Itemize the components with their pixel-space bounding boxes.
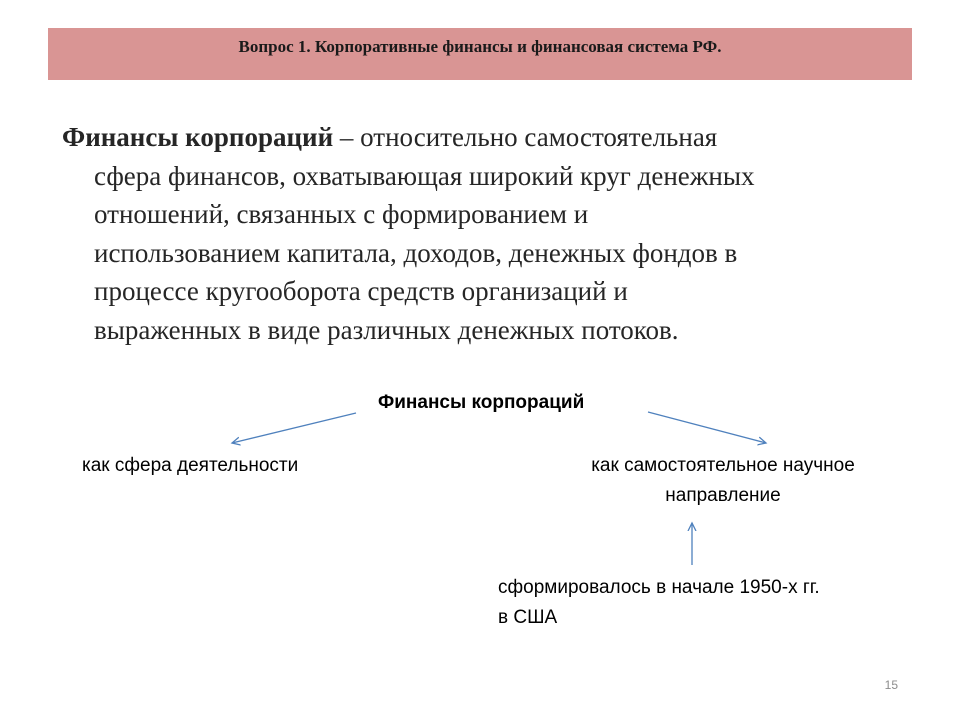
diagram-root-label: Финансы корпораций <box>378 392 585 413</box>
definition-line-1 <box>62 118 892 157</box>
definition-term: Финансы корпораций <box>62 122 334 152</box>
origin-note-line-2: в США <box>498 607 558 628</box>
branch-science-line-2: направление <box>665 485 781 506</box>
branch-science-label <box>556 451 890 511</box>
origin-note <box>498 573 918 633</box>
branch-science-line-1: как самостоятельное научное <box>591 455 855 476</box>
definition-line-4: использованием капитала, доходов, денежных фондов в <box>94 237 738 268</box>
definition-line-3: отношений, связанных с формированием и <box>94 199 589 229</box>
definition-line-5: процессе кругооборота средств организаций и <box>94 276 628 306</box>
definition-line-2: сфера финансов, охватывающая широкий круг денежных <box>94 160 755 191</box>
definition-line-6: выраженных в виде различных денежных потоков. <box>94 314 679 345</box>
header-bar <box>48 28 912 80</box>
branch-activity-label: как сфера деятельности <box>82 455 299 476</box>
slide-title: Вопрос 1. Корпоративные финансы и финансовая система РФ. <box>238 37 722 56</box>
arrow-to-left-branch <box>232 413 356 443</box>
definition-line-1-rest: – относительно самостоятельная <box>333 122 718 152</box>
arrow-to-right-branch <box>648 412 766 443</box>
page-number: 15 <box>884 678 898 692</box>
definition-paragraph <box>62 118 892 349</box>
origin-note-line-1: сформировалось в начале 1950-х гг. <box>498 577 820 598</box>
